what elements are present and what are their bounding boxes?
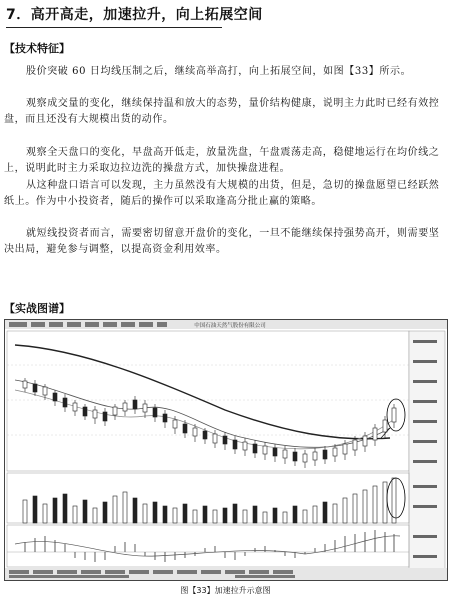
- section-heading-features: 【技术特征】: [4, 42, 70, 55]
- paragraph-4: 从这种盘口语言可以发现，主力虽然没有大规模的出货，但是，急切的操盘愿望已经跃然纸上。作为中小投资者，随后的操作可以采取逢高分批止赢的策略。: [4, 180, 440, 207]
- indicator-line: [15, 536, 400, 556]
- paragraph-2: 观察成交量的变化，继续保持温和放大的态势，量价结构健康，说明主力此时已经有效控盘，而且还没有大规模出货的动作。: [4, 98, 440, 125]
- paragraph-5: 就短线投资者而言，需要密切留意开盘价的变化，一旦不能继续保持强势高开，则需要坚决出局，避免参与调整，以提高资金利用效率。: [4, 228, 440, 255]
- section-heading-chart: 【实战图谱】: [4, 302, 70, 315]
- price-panel: [7, 331, 409, 471]
- title-underline: [6, 27, 222, 28]
- figure-caption: 图【33】加速拉升示意图: [180, 586, 271, 595]
- candlesticks: [23, 378, 396, 468]
- price-gridlines: [7, 365, 409, 435]
- chart-title: 中国石油天然气股份有限公司: [194, 323, 266, 329]
- long-ma-line: [15, 345, 390, 439]
- volume-bars: [23, 478, 396, 523]
- volume-panel: [7, 473, 409, 523]
- stock-chart-screenshot: [4, 319, 448, 581]
- indicator-panel: [7, 525, 409, 567]
- mid-ma-line: [15, 390, 393, 449]
- paragraph-3: 观察全天盘口的变化，早盘高开低走，放量洗盘，午盘震荡走高，稳健地运行在均价线之上，说明此时主力采取边拉边洗的操盘方式，加快操盘进程。: [4, 147, 440, 174]
- toolbar-buttons: [9, 322, 167, 327]
- page-title: 7．高开高走，加速拉升，向上拓展空间: [6, 7, 263, 23]
- stock-chart-image: [5, 320, 447, 580]
- right-axis-panel: [409, 331, 445, 576]
- paragraph-1: 股价突破 60 日均线压制之后，继续高举高打，向上拓展空间，如图【33】所示。: [26, 66, 412, 77]
